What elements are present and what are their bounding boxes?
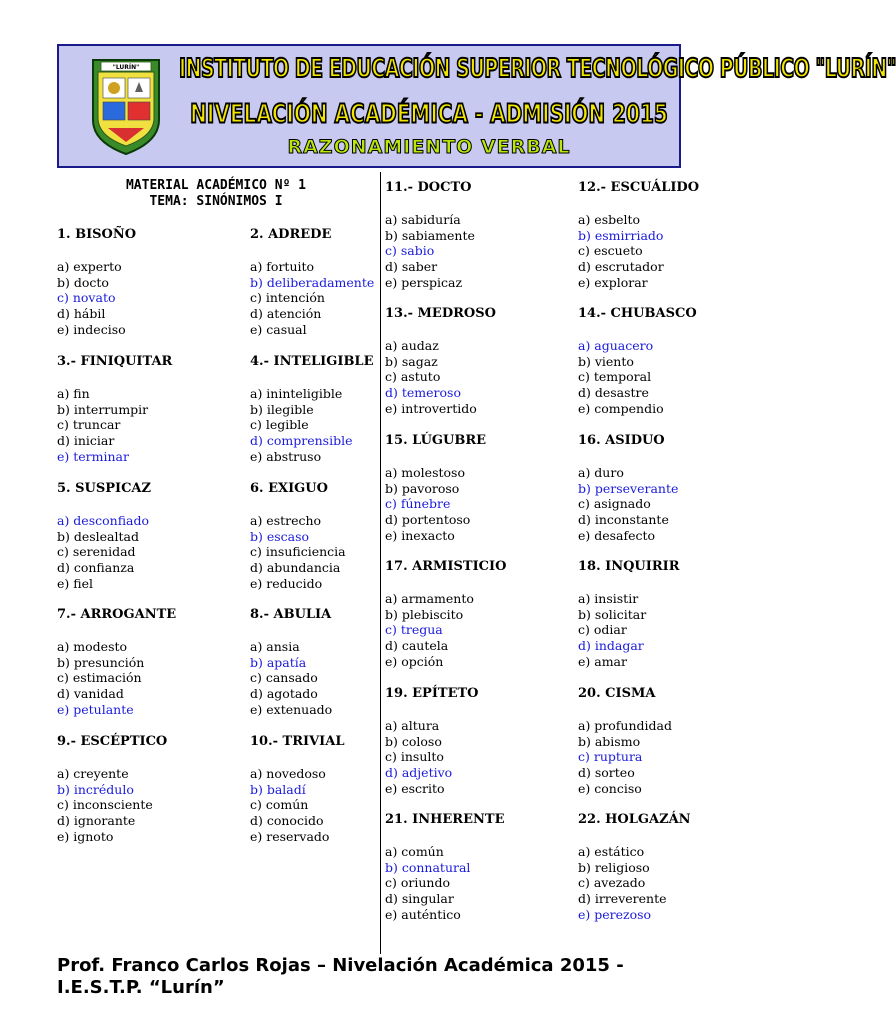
question-title: 15. LÚGUBRE bbox=[385, 433, 487, 448]
correct-answer-option: b) baladí bbox=[250, 781, 306, 797]
question-block bbox=[250, 481, 346, 592]
answer-option: c) común bbox=[250, 797, 309, 813]
question-block bbox=[578, 306, 697, 417]
answer-option: b) viento bbox=[578, 353, 634, 369]
question-block bbox=[578, 686, 672, 797]
correct-answer-option: e) perezoso bbox=[578, 906, 652, 922]
question-title: 13.- MEDROSO bbox=[385, 306, 496, 321]
answer-option: d) desastre bbox=[578, 385, 649, 401]
answer-option: e) abstruso bbox=[250, 448, 322, 464]
answer-option: d) portentoso bbox=[385, 512, 471, 528]
answer-option: e) opción bbox=[385, 653, 444, 669]
footer-line2: I.E.S.T.P. “Lurín” bbox=[57, 977, 225, 998]
question-title: 18. INQUIRIR bbox=[578, 559, 680, 574]
correct-answer-option: c) fúnebre bbox=[385, 496, 451, 512]
answer-option: d) irreverente bbox=[578, 891, 667, 907]
correct-answer-option: b) apatía bbox=[250, 654, 307, 670]
answer-option: a) esbelto bbox=[578, 211, 641, 227]
correct-answer-option: d) indagar bbox=[578, 638, 644, 654]
answer-option: d) hábil bbox=[57, 306, 106, 322]
question-block bbox=[578, 812, 691, 923]
question-block bbox=[385, 559, 506, 670]
answer-option: b) sabiamente bbox=[385, 227, 475, 243]
answer-option: e) amar bbox=[578, 653, 627, 669]
correct-answer-option: d) temeroso bbox=[385, 385, 461, 401]
answer-option: e) ignoto bbox=[57, 828, 114, 844]
correct-answer-option: a) aguacero bbox=[578, 337, 654, 353]
correct-answer-option: b) incrédulo bbox=[57, 781, 134, 797]
question-block bbox=[578, 559, 680, 670]
answer-option: d) conocido bbox=[250, 813, 324, 829]
answer-option: d) confianza bbox=[57, 560, 135, 576]
question-block bbox=[57, 481, 151, 592]
question-title: 22. HOLGAZÁN bbox=[578, 812, 691, 827]
answer-option: c) asignado bbox=[578, 496, 651, 512]
question-title: 21. INHERENTE bbox=[385, 812, 505, 827]
answer-option: a) ininteligible bbox=[250, 385, 343, 401]
answer-option: b) ilegible bbox=[250, 401, 314, 417]
answer-option: a) creyente bbox=[57, 765, 129, 781]
column-divider bbox=[380, 172, 381, 954]
answer-option: e) conciso bbox=[578, 780, 642, 796]
answer-option: d) ignorante bbox=[57, 813, 136, 829]
answer-option: d) escrutador bbox=[578, 259, 664, 275]
correct-answer-option: d) comprensible bbox=[250, 433, 353, 449]
question-block bbox=[385, 180, 475, 291]
answer-option: e) inexacto bbox=[385, 527, 455, 543]
answer-option: a) duro bbox=[578, 464, 624, 480]
question-title: 5. SUSPICAZ bbox=[57, 481, 151, 496]
answer-option: a) profundidad bbox=[578, 717, 672, 733]
institute-seal-logo bbox=[91, 58, 161, 156]
answer-option: c) oriundo bbox=[385, 875, 450, 891]
correct-answer-option: e) terminar bbox=[57, 448, 129, 464]
answer-option: c) intención bbox=[250, 290, 325, 306]
answer-option: a) común bbox=[385, 843, 444, 859]
answer-option: d) saber bbox=[385, 259, 438, 275]
document-title bbox=[57, 178, 375, 210]
correct-answer-option: b) escaso bbox=[250, 528, 310, 544]
question-block bbox=[578, 180, 699, 291]
answer-option: a) altura bbox=[385, 717, 440, 733]
answer-option: a) fin bbox=[57, 385, 90, 401]
question-block bbox=[57, 354, 172, 465]
question-block bbox=[250, 227, 374, 338]
question-title: 3.- FINIQUITAR bbox=[57, 354, 173, 369]
answer-option: c) avezado bbox=[578, 875, 646, 891]
question-block bbox=[385, 433, 486, 544]
answer-option: a) ansia bbox=[250, 638, 300, 654]
question-block bbox=[385, 306, 496, 417]
answer-option: a) estático bbox=[578, 843, 645, 859]
answer-option: c) insuficiencia bbox=[250, 544, 346, 560]
answer-option: b) interrumpir bbox=[57, 401, 149, 417]
question-title: 14.- CHUBASCO bbox=[578, 306, 697, 321]
answer-option: a) fortuito bbox=[250, 258, 315, 274]
question-block bbox=[385, 812, 504, 923]
question-title: 16. ASIDUO bbox=[578, 433, 665, 448]
answer-option: c) insulto bbox=[385, 749, 444, 765]
answer-option: a) estrecho bbox=[250, 512, 322, 528]
answer-option: a) sabiduría bbox=[385, 211, 461, 227]
question-title: 19. EPÍTETO bbox=[385, 686, 479, 701]
answer-option: b) presunción bbox=[57, 654, 145, 670]
answer-option: c) cansado bbox=[250, 670, 318, 686]
footer bbox=[57, 955, 757, 999]
answer-option: c) serenidad bbox=[57, 544, 136, 560]
answer-option: e) perspicaz bbox=[385, 274, 463, 290]
correct-answer-option: b) connatural bbox=[385, 859, 471, 875]
answer-option: d) atención bbox=[250, 306, 322, 322]
answer-option: c) truncar bbox=[57, 417, 121, 433]
answer-option: b) solicitar bbox=[578, 606, 647, 622]
answer-option: c) escueto bbox=[578, 243, 643, 259]
answer-option: e) compendio bbox=[578, 400, 664, 416]
answer-option: d) inconstante bbox=[578, 512, 669, 528]
question-title: 6. EXIGUO bbox=[250, 481, 328, 496]
answer-option: b) sagaz bbox=[385, 353, 438, 369]
answer-option: a) audaz bbox=[385, 337, 439, 353]
answer-option: b) abismo bbox=[578, 733, 641, 749]
footer-line1: Prof. Franco Carlos Rojas – Nivelación Académica 2015 - bbox=[57, 955, 624, 976]
answer-option: c) odiar bbox=[578, 622, 627, 638]
correct-answer-option: b) deliberadamente bbox=[250, 274, 375, 290]
correct-answer-option: c) novato bbox=[57, 290, 116, 306]
correct-answer-option: c) sabio bbox=[385, 243, 435, 259]
answer-option: a) insistir bbox=[578, 590, 639, 606]
answer-option: a) novedoso bbox=[250, 765, 326, 781]
answer-option: d) iniciar bbox=[57, 433, 115, 449]
question-title: 4.- INTELIGIBLE bbox=[250, 354, 374, 369]
question-block bbox=[57, 227, 136, 338]
answer-option: e) reducido bbox=[250, 575, 323, 591]
answer-option: c) estimación bbox=[57, 670, 142, 686]
correct-answer-option: a) desconfiado bbox=[57, 512, 150, 528]
answer-option: b) deslealtad bbox=[57, 528, 139, 544]
answer-option: d) abundancia bbox=[250, 560, 341, 576]
answer-option: d) cautela bbox=[385, 638, 449, 654]
header-banner bbox=[57, 44, 896, 168]
answer-option: e) desafecto bbox=[578, 527, 656, 543]
answer-option: a) molestoso bbox=[385, 464, 465, 480]
question-title: 8.- ABULIA bbox=[250, 607, 332, 622]
answer-option: c) inconsciente bbox=[57, 797, 153, 813]
question-block bbox=[250, 607, 332, 718]
question-title: 17. ARMISTICIO bbox=[385, 559, 507, 574]
question-title: 7.- ARROGANTE bbox=[57, 607, 177, 622]
question-title: 1. BISOÑO bbox=[57, 227, 137, 242]
correct-answer-option: b) perseverante bbox=[578, 480, 679, 496]
correct-answer-option: e) petulante bbox=[57, 701, 134, 717]
question-block bbox=[57, 734, 167, 845]
correct-answer-option: d) adjetivo bbox=[385, 765, 453, 781]
answer-option: e) indeciso bbox=[57, 321, 126, 337]
answer-option: b) religioso bbox=[578, 859, 650, 875]
question-title: 2. ADREDE bbox=[250, 227, 332, 242]
answer-option: e) casual bbox=[250, 321, 307, 337]
header-institute-name: INSTITUTO DE EDUCACIÓN SUPERIOR TECNOLÓGICO PÚBLICO "LURÍN" bbox=[179, 54, 896, 84]
document-title-line2: TEMA: SINÓNIMOS I bbox=[149, 194, 283, 209]
correct-answer-option: c) tregua bbox=[385, 622, 443, 638]
answer-option: d) agotado bbox=[250, 686, 318, 702]
question-block bbox=[57, 607, 176, 718]
question-block bbox=[250, 734, 345, 845]
answer-option: e) introvertido bbox=[385, 400, 477, 416]
answer-option: e) reservado bbox=[250, 828, 330, 844]
answer-option: a) modesto bbox=[57, 638, 128, 654]
answer-option: e) extenuado bbox=[250, 701, 333, 717]
question-block bbox=[578, 433, 678, 544]
answer-option: e) fiel bbox=[57, 575, 93, 591]
header-program: NIVELACIÓN ACADÉMICA - ADMISIÓN 2015 bbox=[190, 98, 668, 130]
answer-option: a) armamento bbox=[385, 590, 474, 606]
answer-option: e) explorar bbox=[578, 274, 648, 290]
seal-label: "LURÍN" bbox=[112, 64, 140, 71]
header-subject: RAZONAMIENTO VERBAL bbox=[287, 136, 571, 158]
question-title: 9.- ESCÉPTICO bbox=[57, 734, 168, 749]
answer-option: e) auténtico bbox=[385, 906, 461, 922]
answer-option: b) pavoroso bbox=[385, 480, 460, 496]
question-block bbox=[250, 354, 373, 465]
answer-option: c) astuto bbox=[385, 369, 441, 385]
question-title: 20. CISMA bbox=[578, 686, 656, 701]
answer-option: d) singular bbox=[385, 891, 454, 907]
correct-answer-option: c) ruptura bbox=[578, 749, 643, 765]
answer-option: d) sorteo bbox=[578, 765, 635, 781]
answer-option: a) experto bbox=[57, 258, 122, 274]
answer-option: b) coloso bbox=[385, 733, 442, 749]
question-title: 12.- ESCUÁLIDO bbox=[578, 180, 700, 195]
question-title: 11.- DOCTO bbox=[385, 180, 472, 195]
answer-option: c) temporal bbox=[578, 369, 652, 385]
answer-option: e) escrito bbox=[385, 780, 445, 796]
answer-option: d) vanidad bbox=[57, 686, 124, 702]
correct-answer-option: b) esmirriado bbox=[578, 227, 664, 243]
answer-option: b) plebiscito bbox=[385, 606, 464, 622]
question-title: 10.- TRIVIAL bbox=[250, 734, 345, 749]
question-block bbox=[385, 686, 479, 797]
answer-option: b) docto bbox=[57, 274, 109, 290]
document-title-line1: MATERIAL ACADÉMICO Nº 1 bbox=[125, 178, 306, 193]
answer-option: c) legible bbox=[250, 417, 309, 433]
